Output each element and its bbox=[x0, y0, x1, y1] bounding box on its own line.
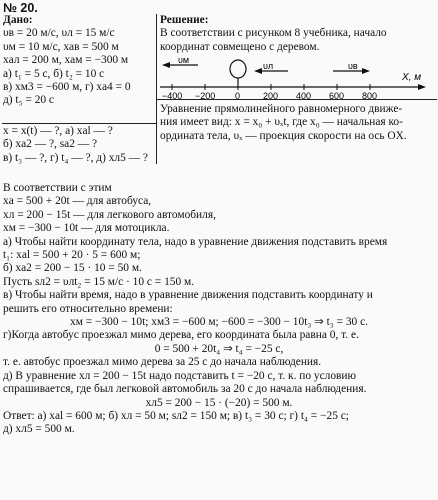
text-line: t₁: xаl = 500 + 20 · 5 = 600 м; bbox=[3, 249, 141, 262]
given-line: υм = 10 м/с, xав = 500 м bbox=[3, 40, 119, 53]
given-line: в) xм3 = −600 м, г) xа4 = 0 bbox=[3, 81, 131, 94]
solution-title: Решение: bbox=[160, 14, 209, 26]
text-line: т. е. автобус проезжал мимо дерева за 25 с до начала наблюдения. bbox=[3, 356, 322, 369]
car-arrowhead bbox=[254, 68, 262, 74]
equation-line: ния имеет вид: x = x₀ + υₓt, где x₀ — начальная ко- bbox=[160, 116, 403, 129]
equation-section bbox=[160, 103, 436, 143]
tick-label: 0 bbox=[235, 91, 241, 100]
tree-icon bbox=[230, 60, 246, 88]
find-line: б) xа2 — ?, sа2 — ? bbox=[3, 138, 98, 151]
find-line: в) t₃ — ?, г) t₄ — ?, д) xл5 — ? bbox=[3, 151, 148, 164]
given-title: Дано: bbox=[3, 14, 33, 26]
v-bus-label: υв bbox=[348, 61, 358, 71]
given-line: xал = 200 м, xам = −300 м bbox=[3, 54, 129, 67]
find-line: x = x(t) — ?, а) xаl — ? bbox=[3, 125, 113, 137]
text-line: б) xа2 = 200 − 15 · 10 = 50 м. bbox=[3, 262, 142, 275]
x-axis-arrowhead bbox=[418, 84, 426, 90]
main-solution bbox=[3, 182, 435, 437]
given-section bbox=[3, 14, 155, 108]
tick-label: 600 bbox=[329, 91, 345, 100]
equation-line: Уравнение прямолинейного равномерного движе- bbox=[160, 103, 403, 115]
coordinate-figure bbox=[158, 58, 436, 100]
moto-arrowhead bbox=[162, 62, 170, 68]
text-line: Пусть sл2 = υлt₂ = 15 м/с · 10 с = 150 м. bbox=[3, 275, 195, 288]
v-moto-label: υм bbox=[178, 58, 190, 65]
formula-line: 0 = 500 + 20t₄ ⇒ t₄ = −25 с, bbox=[154, 342, 284, 355]
problem-number: № 20. bbox=[3, 1, 38, 15]
axis-label: X, м bbox=[402, 72, 422, 83]
divider-vertical bbox=[156, 14, 157, 164]
text-line: д) В уравнение xл = 200 − 15t надо подставить t = −20 с, т. к. по условию bbox=[3, 369, 357, 382]
given-line: υв = 20 м/с, υл = 15 м/с bbox=[3, 27, 115, 40]
answer-line: Ответ: а) xаl = 600 м; б) xл = 50 м; sл2 = 150 м; в) t₃ = 30 с; г) t₄ = −25 с; bbox=[3, 409, 349, 422]
text-line: г)Когда автобус проезжал мимо дерева, его координата была равна 0, т. е. bbox=[3, 329, 359, 342]
given-line: а) t₁ = 5 с, б) t₂ = 10 с bbox=[3, 67, 105, 80]
v-car-label: υл bbox=[263, 61, 274, 71]
tick-label: 200 bbox=[263, 91, 279, 100]
find-section bbox=[3, 125, 155, 165]
text-line: xл = 200 − 15t — для легкового автомобиля, bbox=[3, 208, 216, 221]
tick-label: −400 bbox=[162, 91, 183, 100]
solution-intro: В соответствии с рисунком 8 учебника, начало координат совмещено с деревом. bbox=[160, 27, 387, 53]
text-line: в) Чтобы найти время, надо в уравнение движения подставить координату и bbox=[3, 289, 373, 302]
tick-label: −200 bbox=[195, 91, 216, 100]
equation-line: ордината тела, υₓ — проекция скорости на ось OX. bbox=[160, 129, 407, 142]
solution-section bbox=[160, 14, 436, 54]
divider-given bbox=[2, 123, 156, 124]
text-line: xа = 500 + 20t — для автобуса, bbox=[3, 195, 152, 208]
text-line: В соответствии с этим bbox=[3, 182, 112, 194]
text-line: решить его относительно времени: bbox=[3, 302, 173, 315]
given-line: д) t₅ = 20 с bbox=[3, 94, 54, 107]
text-line: xм = −300 − 10t — для мотоцикла. bbox=[3, 222, 170, 235]
tick-label: 400 bbox=[296, 91, 312, 100]
tick-label: 800 bbox=[362, 91, 378, 100]
bus-arrowhead bbox=[362, 68, 370, 74]
answer-line: д) xл5 = 500 м. bbox=[3, 423, 75, 436]
text-line: а) Чтобы найти координату тела, надо в уравнение движения подставить время bbox=[3, 235, 388, 248]
formula-line: xл5 = 200 − 15 · (−20) = 500 м. bbox=[145, 396, 293, 409]
formula-line: xм = −300 − 10t; xм3 = −600 м; −600 = −300 − 10t₃ ⇒ t₃ = 30 с. bbox=[70, 316, 368, 329]
text-line: спрашивается, где был легковой автомобиль за 20 с до начала наблюдения. bbox=[3, 383, 367, 396]
